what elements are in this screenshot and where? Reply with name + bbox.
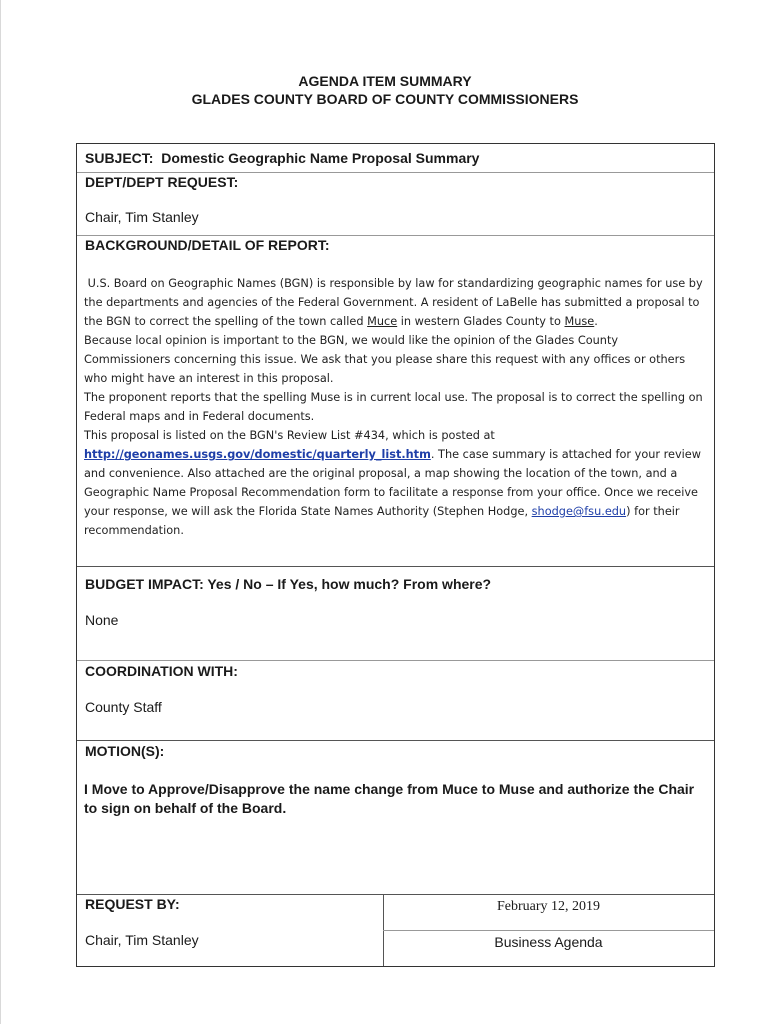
divider [77, 660, 714, 661]
muce-word: Muce [367, 315, 398, 328]
header-subtitle: GLADES COUNTY BOARD OF COUNTY COMMISSIONERS [191, 91, 579, 107]
background-paragraph: The proponent reports that the spelling Muse is in current local use. The proposal is to correct the spelling on Federal maps and in Federal documents. [84, 391, 703, 423]
budget-label: BUDGET IMPACT: Yes / No – If Yes, how much? From where? [85, 576, 492, 592]
subject-label: SUBJECT: [85, 150, 154, 166]
muse-word: Muse [564, 315, 595, 328]
header-title: AGENDA ITEM SUMMARY [298, 73, 472, 89]
subject-value: Domestic Geographic Name Proposal Summary [161, 150, 480, 166]
coordination-value: County Staff [85, 699, 162, 715]
request-date: February 12, 2019 [496, 899, 601, 914]
divider [77, 894, 714, 895]
subject-row [85, 150, 479, 166]
document-header [0, 72, 770, 108]
divider [77, 172, 714, 173]
motion-text: I Move to Approve/Disapprove the name change from Muce to Muse and authorize the Chair to sign on behalf of the Board. [84, 781, 695, 816]
agenda-form [76, 143, 715, 967]
email-link[interactable]: shodge@fsu.edu [531, 505, 627, 518]
request-label: REQUEST BY: [85, 896, 180, 912]
review-list-link[interactable]: http://geonames.usgs.gov/domestic/quarterly_list.htm [84, 448, 431, 461]
request-value: Chair, Tim Stanley [85, 932, 199, 948]
page-edge [0, 0, 1, 1024]
dept-value: Chair, Tim Stanley [85, 209, 199, 225]
background-label: BACKGROUND/DETAIL OF REPORT: [85, 237, 330, 253]
coordination-label: COORDINATION WITH: [85, 663, 238, 679]
agenda-type: Business Agenda [494, 934, 603, 950]
budget-value: None [85, 612, 119, 628]
dept-label: DEPT/DEPT REQUEST: [85, 174, 239, 190]
background-paragraph: U.S. Board on Geographic Names (BGN) is responsible by law for standardizing geographic names for use by the departments and agencies of the Federal Government. A resident of LaBelle has submitted a proposal to the BGN to correct the spelling of the town called Muce in western Glades County to Muse. [84, 277, 703, 328]
divider [77, 235, 714, 236]
motion-label: MOTION(S): [85, 743, 165, 759]
divider [383, 930, 714, 931]
divider [77, 566, 714, 567]
background-body [84, 274, 708, 540]
divider [77, 740, 714, 741]
background-paragraph: This proposal is listed on the BGN's Review List #434, which is posted at http://geonames.usgs.gov/domestic/quarterly_list.htm. The case summary is attached for your review and convenience. Also attached are the original proposal, a map showing the location of the town, and a Geographic Name Proposal Recommendation form to facilitate a response from your office. Once we receive your response, we will ask the Florida State Names Authority (Stephen Hodge, shodge@fsu.edu) for their recommendation. [84, 429, 701, 537]
background-paragraph: Because local opinion is important to the BGN, we would like the opinion of the Glades County Commissioners concerning this issue. We ask that you please share this request with any offices or others who might have an interest in this proposal. [84, 334, 686, 385]
